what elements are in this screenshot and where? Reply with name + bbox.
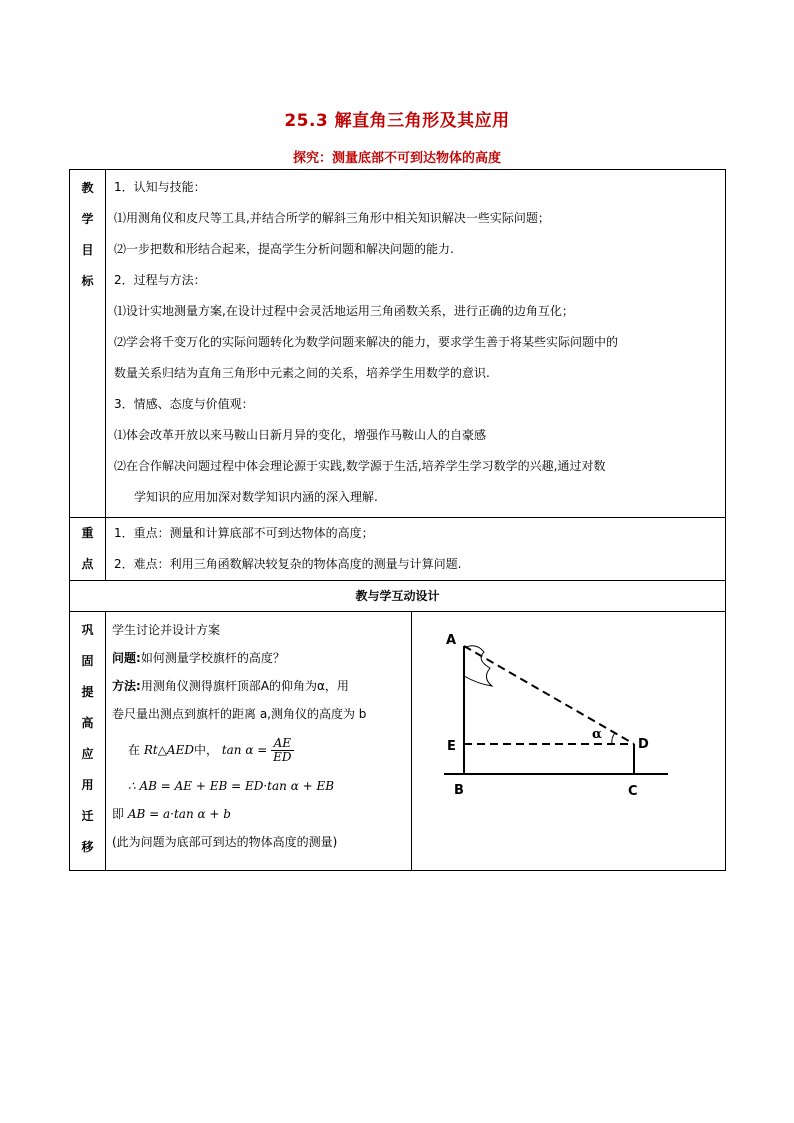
angle-arc (612, 733, 615, 744)
side-char: 点 (81, 557, 94, 571)
method-line (112, 672, 405, 700)
design-header-row (70, 581, 726, 612)
question-label: 问题: (112, 651, 141, 665)
objective-line: ⑴体会改革开放以来马鞍山日新月异的变化，增强作马鞍山人的自豪感 (114, 428, 487, 442)
tan-line (112, 728, 405, 772)
note-line: (此为问题为底部可到达的物体高度的测量) (112, 835, 338, 849)
side-char: 学 (81, 212, 94, 226)
page-title: 25.3 解直角三角形及其应用 (284, 111, 510, 131)
zhong-text: 中， (193, 743, 218, 757)
flagpole-diagram (412, 612, 726, 867)
tan-fraction (271, 737, 293, 764)
objective-line: 学知识的应用加深对数学知识内涵的深入理解. (134, 490, 378, 504)
in-text: 在 (128, 743, 141, 757)
lesson-table (69, 169, 726, 871)
side-char: 固 (81, 654, 94, 668)
side-char: 用 (81, 778, 94, 792)
label-A: A (446, 633, 457, 648)
question-line (112, 644, 405, 672)
objectives-side-label (70, 170, 106, 518)
objective-line: ⑴用测角仪和皮尺等工具,并结合所学的解斜三角形中相关知识解决一些实际问题； (114, 211, 550, 225)
side-char: 高 (81, 716, 94, 730)
objective-line: 1．认知与技能： (114, 180, 206, 194)
side-char: 移 (81, 840, 94, 854)
objective-line: 3．情感、态度与价值观： (114, 397, 254, 411)
method-label: 方法: (112, 679, 141, 693)
side-char: 教 (81, 181, 94, 195)
side-char: 目 (81, 243, 94, 257)
flag-shape (464, 646, 492, 686)
intro-line: 学生讨论并设计方案 (112, 623, 221, 637)
tan-prefix: tan α = (221, 743, 268, 757)
method-line-2: 卷尺量出测点到旗杆的距离 a,测角仪的高度为 b (112, 707, 367, 721)
sightline-dashed (464, 646, 634, 744)
therefore-line: ∴ AB = AE + EB = ED·tan α + EB (128, 779, 335, 793)
page-subtitle: 探究：测量底部不可到达物体的高度 (292, 151, 501, 166)
objectives-row (70, 170, 726, 518)
objective-line: ⑴设计实地测量方案,在设计过程中会灵活地运用三角函数关系，进行正确的边角互化； (114, 304, 574, 318)
keypoints-row (70, 518, 726, 581)
side-char: 重 (81, 526, 94, 540)
result-prefix: 即 (112, 807, 125, 821)
keypoints-content (106, 518, 726, 581)
keypoint-line: 2．难点：利用三角函数解决较复杂的物体高度的测量与计算问题. (114, 557, 462, 571)
triangle-text: Rt△AED (143, 743, 194, 757)
objective-line: ⑵在合作解决问题过程中体会理论源于实践,数学源于生活,培养学生学习数学的兴趣,通过对数 (114, 459, 606, 473)
objective-line: 2．过程与方法： (114, 273, 206, 287)
method-text: 用测角仪测得旗杆顶部A的仰角为α，用 (140, 679, 349, 693)
fraction-denominator: ED (273, 750, 292, 764)
design-header: 教与学互动设计 (70, 581, 726, 612)
side-char: 应 (81, 747, 94, 761)
label-E: E (447, 739, 456, 754)
side-char: 标 (81, 274, 94, 288)
label-B: B (454, 783, 464, 798)
label-D: D (638, 737, 649, 752)
side-char: 提 (81, 685, 94, 699)
objective-line: ⑵一步把数和形结合起来，提高学生分析问题和解决问题的能力. (114, 242, 454, 256)
objective-line: 数量关系归结为直角三角形中元素之间的关系，培养学生用数学的意识. (114, 366, 490, 380)
result-expr: AB = a·tan α + b (127, 807, 231, 821)
question-text: 如何测量学校旗杆的高度？ (140, 651, 285, 665)
objectives-content (106, 170, 726, 518)
figure-cell (412, 612, 726, 871)
objective-line: ⑵学会将千变万化的实际问题转化为数学问题来解决的能力，要求学生善于将某些实际问题中的 (114, 335, 619, 349)
application-side-label (70, 612, 106, 871)
label-C: C (628, 784, 638, 799)
result-line (112, 800, 405, 828)
application-text (106, 612, 412, 871)
application-row (70, 612, 726, 871)
keypoint-line: 1．重点：测量和计算底部不可到达物体的高度； (114, 526, 374, 540)
keypoints-side-label (70, 518, 106, 581)
side-char: 迁 (81, 809, 94, 823)
label-alpha: α (592, 727, 603, 742)
fraction-numerator: AE (271, 737, 293, 751)
side-char: 巩 (81, 623, 94, 637)
